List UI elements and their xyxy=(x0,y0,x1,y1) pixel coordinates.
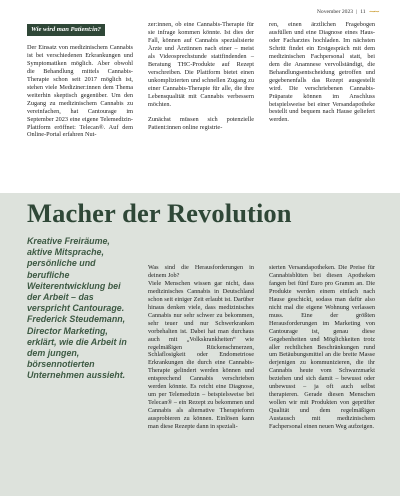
info-column-3 xyxy=(269,21,375,124)
info-column-1 xyxy=(27,44,133,139)
paragraph: Viele Menschen wissen gar nicht, dass medizinisches Cannabis in Deutschland schon seit einiger Zeit erlaubt ist. Darüber hinaus denken viele, dass medizinisches Cannabis nur sehr schwer zu bekommen, sehr teuer und nur Schwerkranken vorbehalten ist. Dabei hat man durchaus auch mit „Volkskrankheiten“ wie regelmäßigen Rückenschmerzen, Schlaflosigkeit oder Endometriose Erkrankungen die durch eine Cannabis-Therapie gelindert werden können und entsprechend Cannabis verschrieben werden könnte. Es reicht eine Diagnose, um per Telemedizin – beispielsweise bei Telecan® – ein Rezept zu bekommen und Cannabis als alternative Therapieform ausprobieren zu können. Einlösen kann man diese Rezepte dann in speziali- xyxy=(148,279,254,431)
paragraph: Der Einsatz von medizinischem Cannabis ist bei verschiedenen Erkrankungen und Symptomatiken möglich. Aber obwohl die Behandlung mittels Cannabis-Therapie schon seit 2017 möglich ist, stehen viele Mediziner:innen dem Thema weiterhin skeptisch gegenüber. Um den Zugang zu medizinischem Cannabis zu vereinfachen, hat Cantourage im September 2023 eine eigene Telemedizin-Plattform eröffnet: Telecan®. Auf dem Online-Portal erfahren Nut- xyxy=(27,44,133,139)
page-header xyxy=(317,7,378,16)
paragraph: ren, einen ärztlichen Fragebogen ausfüllen und eine Diagnose eines Haus- oder Facharztes hochladen. Im nächsten Schritt findet ein Erstgespräch mit dem medizinischen Fachpersonal statt, bei dem die Anamnese vervollständigt, die Behandlungsentscheidung getroffen und gegebenenfalls das Rezept ausgestellt wird. Die verschriebenen Cannabis-Präparate können im Anschluss beispielsweise bei einer Versandapotheke bestellt und bequem nach Hause geliefert werden. xyxy=(269,21,375,124)
page-number: 11 xyxy=(360,8,366,15)
paragraph: sierten Versandapotheken. Die Preise für Cannabisblüten bei diesen Apotheken fangen bei fünf Euro pro Gramm an. Die Produkte werden einem einfach nach Hause geschickt, sodass man dafür also nicht mal die eigene Wohnung verlassen muss. Eine der größten Herausforderungen im Marketing von Cantourage ist, genau diese Gegebenheiten und Möglichkeiten trotz aller rechtlichen Beschränkungen rund um Betäubungsmittel an die breite Masse derjenigen zu kommunizieren, die ihr Cannabis heute vom Schwarzmarkt beziehen und sich damit – bewusst oder unbewusst – ja oft auch selbst therapieren. Gerade diesen Menschen wollen wir mit Produkten von geprüfter Qualität und dem regelmäßigen Austausch mit medizinischem Fachpersonal einen neuen Weg aufzeigen. xyxy=(269,264,375,431)
article-column-2 xyxy=(148,264,254,431)
article-intro: Kreative Freiräume, aktive Mitsprache, persönliche und berufliche Weiterentwicklung bei der Arbeit – das verspricht Cantourage. Frederick Steudemann, Director Marketing, erklärt, wie die Arbeit in dem jungen, börsennotierten Unternehmen aussieht. xyxy=(27,236,127,381)
paragraph: Zunächst müssen sich potenzielle Patient:innen online registrie- xyxy=(148,116,254,132)
article-column-3 xyxy=(269,264,375,431)
info-column-2 xyxy=(148,21,254,132)
interview-question: Was sind die Herausforderungen in deinem Job? xyxy=(148,264,254,279)
article-headline: Macher der Revolution xyxy=(27,198,292,228)
section-label: Wie wird man Patient:in? xyxy=(27,24,105,36)
paragraph: zer:innen, ob eine Cannabis-Therapie für sie infrage kommen könnte. Ist dies der Fall, können auf Cannabis spezialisierte Ärzte und Ärztinnen nach einer – meist als Videosprechstunde stattfindenden – Beratung THC-Produkte auf Rezept verschreiben. Die Plattform bietet einen unkomplizierten und schnellen Zugang zu einer Cannabis-Therapie für alle, die ihre Lebensqualität mit Cannabis verbessern möchten. xyxy=(148,21,254,108)
info-section xyxy=(0,0,400,193)
issue-date: November 2023 xyxy=(316,8,354,15)
gold-wave-icon: ∼∼ xyxy=(368,7,378,16)
header-separator: | xyxy=(356,8,358,15)
